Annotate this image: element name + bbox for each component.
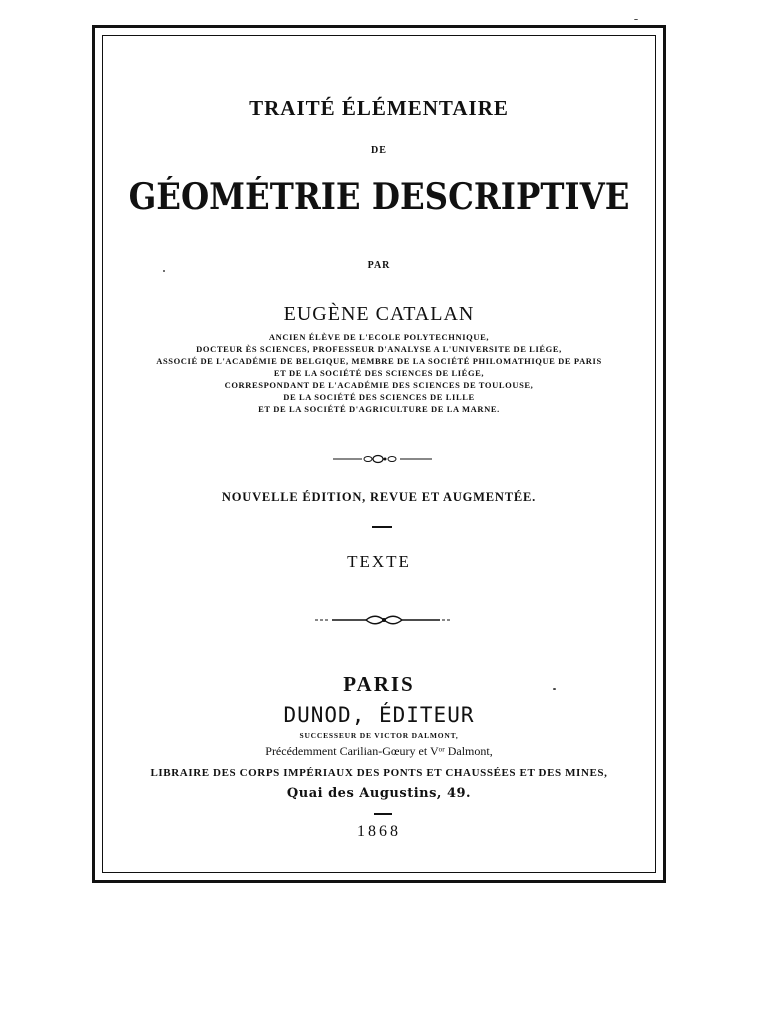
volume-label: TEXTE <box>347 552 411 571</box>
by-line: PAR <box>367 260 391 271</box>
credential-line: DE LA SOCIÉTÉ DES SCIENCES DE LILLE <box>283 392 475 402</box>
publisher-successor: SUCCESSEUR DE VICTOR DALMONT, <box>299 731 459 740</box>
ornamental-rule-icon <box>0 452 768 466</box>
title-top: TRAITÉ ÉLÉMENTAIRE <box>249 96 509 120</box>
credential-line: ET DE LA SOCIÉTÉ DES SCIENCES DE LIÉGE, <box>273 368 485 378</box>
publisher-address: Quai des Augustins, 49. <box>286 786 472 801</box>
scan-speck <box>163 270 165 272</box>
title-connector: DE <box>371 145 387 156</box>
separator-dash <box>372 526 392 528</box>
credential-line: CORRESPONDANT DE L'ACADÉMIE DES SCIENCES DE TOULOUSE, <box>224 380 534 390</box>
credential-line: ANCIEN ÉLÈVE DE L'ECOLE POLYTECHNIQUE, <box>268 332 490 342</box>
publisher-formerly: Précédemment Carilian-Gœury et Vᵒʳ Dalmont, <box>265 744 493 758</box>
main-title: GÉOMÉTRIE DESCRIPTIVE <box>128 176 630 218</box>
scan-speck <box>634 19 638 20</box>
ornamental-rule-icon <box>0 612 768 628</box>
credential-line: ASSOCIÉ DE L'ACADÉMIE DE BELGIQUE, MEMBRE DE LA SOCIÉTÉ PHILOMATHIQUE DE PARIS <box>156 356 602 366</box>
credential-line: ET DE LA SOCIÉTÉ D'AGRICULTURE DE LA MARNE. <box>258 404 500 414</box>
author-name: EUGÈNE CATALAN <box>283 303 475 325</box>
publication-year: 1868 <box>357 823 401 840</box>
credential-line: DOCTEUR ÈS SCIENCES, PROFESSEUR D'ANALYSE A L'UNIVERSITE DE LIÉGE, <box>196 344 562 354</box>
separator-dash <box>374 813 392 815</box>
bookseller-statement: LIBRAIRE DES CORPS IMPÉRIAUX DES PONTS ET CHAUSSÉES ET DES MINES, <box>150 767 608 779</box>
edition-statement: NOUVELLE ÉDITION, REVUE ET AUGMENTÉE. <box>221 490 537 504</box>
publication-city: PARIS <box>343 672 415 696</box>
scan-speck <box>553 688 556 690</box>
publisher-name: DUNOD, ÉDITEUR <box>283 703 475 727</box>
